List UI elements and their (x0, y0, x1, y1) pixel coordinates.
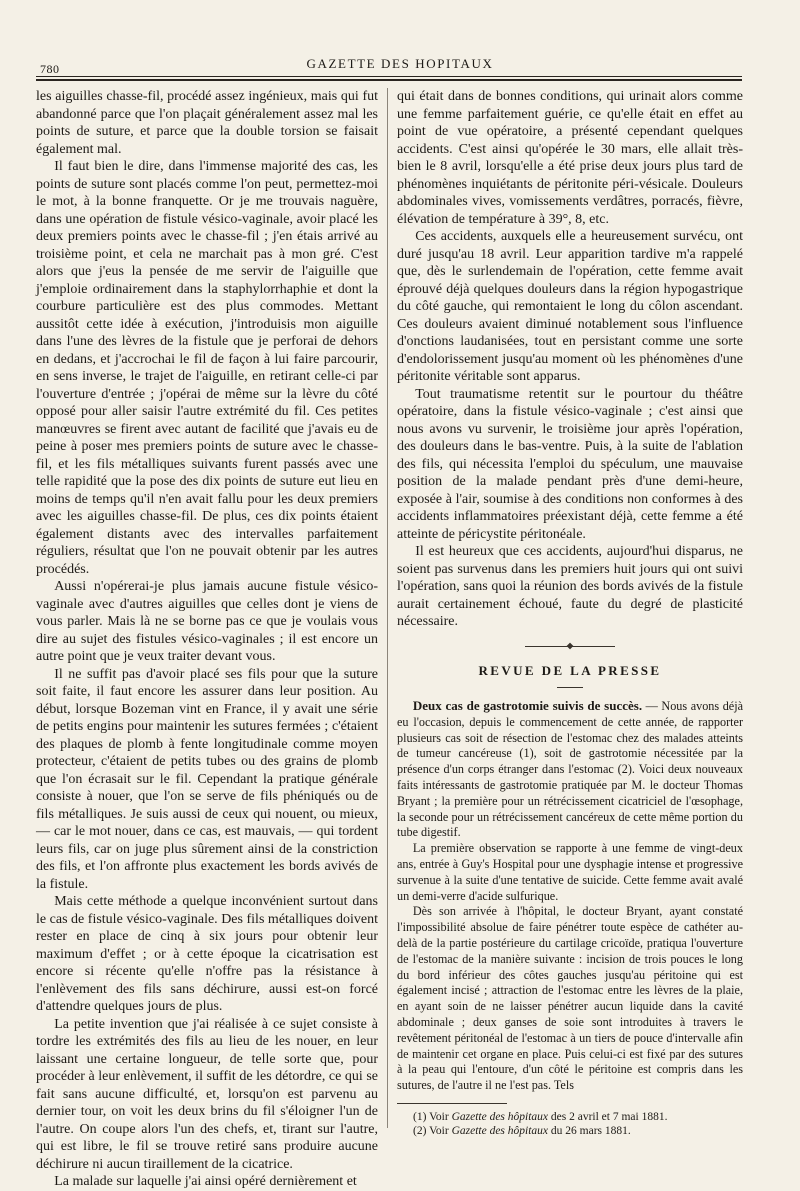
paragraph: Tout traumatisme retentit sur le pourtour du théâtre opératoire, dans la fistule vésico-vaginale ; c'est ainsi que nous avons vu survenir, le troisième jour après l'opération, des douleurs dans le bas-ventre. Puis, à la suite de l'ablation des fils, qui nécessita l'emploi du spéculum, une mauvaise position de la malade pendant près d'une demi-heure, exposée à l'air, soumise à des conditions non conformes à des accidents inflammatoires préexistant déjà, cette femme a été atteinte de péricystite péritonéale. (397, 386, 743, 542)
left-column (36, 88, 378, 1191)
paragraph: Ces accidents, auxquels elle a heureusement survécu, ont duré jusqu'au 18 avril. Leur apparition tardive m'a rappelé que, dès le surlendemain de l'opération, cette femme avait éprouvé déjà quelques douleurs dans la région hypogastrique du côté gauche, qui remontaient le long du côlon ascendant. Ces douleurs avaient diminué notablement sous l'influence d'onctions laudanisées, tout en persistant comme une sorte d'endolorissement jusqu'au moment où les phénomènes d'une péritonite véritable sont apparus. (397, 229, 743, 384)
footnote: (1) Voir Gazette des hôpitaux des 2 avril et 7 mai 1881. (413, 1110, 668, 1123)
paragraph: Il est heureux que ces accidents, aujourd'hui disparus, ne soient pas survenus dans les premiers huit jours qui ont suivi l'opération, sans quoi la réunion des bords avivés de la fistule aurait certainement échoué, faute du degré de plasticité nécessaire. (397, 544, 743, 629)
paragraph: Dès son arrivée à l'hôpital, le docteur Bryant, ayant constaté l'impossibilité absolue de faire pénétrer toute espèce de cathéter au-delà de la partie postérieure du cartilage cricoïde, pratiqua l'ouverture de l'estomac de la manière suivante : incision de trois pouces le long du bord inférieur des côtes gauches jusqu'au péritoine qui est également incisé ; attraction de l'estomac entre les lèvres de la plaie, en ayant soin de ne laisser pénétrer aucun liquide dans la cavité abdominale ; deux ganses de soie sont introduites à travers le revêtement péritonéal de l'estomac à un tiers de pouce d'intervalle afin de maintenir cet organe en place. Puis celui-ci est fixé par des sutures à la peau qui l'entoure, d'un côté le péritoine est compris dans les sutures, de l'autre il ne l'est pas. Tels (397, 904, 743, 1093)
footnotes (397, 1110, 743, 1139)
running-title: GAZETTE DES HOPITAUX (306, 56, 494, 71)
section-title: REVUE DE LA PRESSE (478, 662, 662, 678)
article-intro: — Nous avons déjà eu l'occasion, depuis le commencement de cette année, de rapporter plusieurs cas soit de résection de l'estomac chez des malades atteints de tumeur cancéreuse (1), soit de gastrotomie nécessitée par la présence d'un corps étranger dans l'estomac (2). Voici deux nouveaux faits intéressants de gastrotomie pratiquée par M. le docteur Thomas Bryant ; la première pour un rétrécissement cicatriciel de l'œsophage, la seconde pour un rétrécissement cancéreux de cette même portion du tube digestif. (397, 699, 743, 840)
article-title: Deux cas de gastrotomie suivis de succès. (412, 698, 643, 713)
right-column (397, 88, 743, 1139)
paragraph: Mais cette méthode a quelque inconvénient surtout dans le cas de fistule vésico-vaginale. Des fils métalliques doivent rester en place de cinq à six jours pour obtenir leur maximum d'effet ; or à cette époque la cicatrisation est encore si récente qu'elle n'offre pas la résistance à l'enlèvement des fils sans déchirure, aussi est-on forcé d'attendre quelques jours de plus. (36, 894, 378, 1014)
paragraph: La petite invention que j'ai réalisée à ce sujet consiste à tordre les extrémités des fils au lieu de les nouer, en leur laissant une certaine longueur, de telle sorte que, pour procéder à leur enlèvement, il suffit de les détordre, ce qui se fait sans aucune difficulté, et, lorsqu'on est parvenu au dernier tour, on voit les deux brins du fil s'éloigner l'un de l'autre. On coupe alors l'un des chefs, et, tirant sur l'autre, qui est libre, le fil se trouve retiré sans produire aucune déchirure ni aucun tiraillement de la cicatrice. (36, 1016, 378, 1172)
paragraph: les aiguilles chasse-fil, procédé assez ingénieux, mais qui fut abandonné parce que l'on plaçait généralement assez mal les points de suture, et parce que la double torsion se faisait également mal. (36, 89, 378, 157)
page-number: 780 (40, 62, 60, 76)
paragraph: La malade sur laquelle j'ai ainsi opéré dernièrement et (54, 1174, 357, 1189)
footnote: (2) Voir Gazette des hôpitaux du 26 mars 1881. (413, 1125, 631, 1138)
press-article (397, 698, 743, 1094)
paragraph: Il faut bien le dire, dans l'immense majorité des cas, les points de suture sont placés comme l'on peut, permettez-moi le mot, à la bonne franquette. Or je me trouvais naguère, dans une opération de fistule vésico-vaginale, avoir placé les deux premiers points avec le chasse-fil ; j'en étais arrivé au troisième point, et cela ne marchait pas à mon gré. C'est alors que j'eus la pensée de me servir de l'aiguille que j'emploie ordinairement dans la staphylorrhaphie et dont la courbure particulière est des plus commodes. Mettant aussitôt cette idée à exécution, j'introduisis mon aiguille dans l'une des lèvres de la fistule que je perforai de dehors en dedans, et j'accrochai le fil de façon à lui faire parcourir, en sens inverse, le trajet de l'aiguille, en retirant celle-ci par l'ouverture d'entrée ; j'opérai de même sur la lèvre du côté opposé pour aller saisir l'autre extrémité du fil. Ces petites manœuvres se firent avec autant de facilité que j'avais eu de peine à poser mes premiers points de suture avec le chasse-fil, et les fils métalliques suivants furent passés avec une telle rapidité que la pose des dix points de suture eut lieu en moins de temps qu'il n'en avait fallu pour les deux premiers avec les aiguilles chasse-fil. De plus, ces dix points étaient également distants avec des intervalles parfaitement réguliers, résultat que l'on ne pouvait obtenir par les autres procédés. (36, 159, 378, 577)
footnote-rule (397, 1103, 507, 1104)
section-rule (557, 687, 583, 688)
paragraph: qui était dans de bonnes conditions, qui urinait alors comme une femme parfaitement guérie, ce qu'elle était en effet au point de vue opératoire, a présenté cependant quelques accidents. C'est ainsi qu'opérée le 30 mars, elle allait très-bien le 8 avril, lorsqu'elle a été prise deux jours plus tard de phénomènes inquiétants de péritonite péri-vésicale. Douleurs abdominales vives, vomissements verdâtres, porracés, fièvre, élévation de température à 39°, 8, etc. (397, 89, 743, 227)
header-rule (36, 76, 742, 81)
article-lead (397, 698, 743, 841)
column-divider (387, 88, 388, 1128)
paragraph: La première observation se rapporte à une femme de vingt-deux ans, entrée à Guy's Hospital pour une dysphagie intense et progressive survenue à la suite d'une tentative de suicide. Cette femme avait avalé un demi-verre d'acide sulfurique. (397, 841, 743, 903)
paragraph: Aussi n'opérerai-je plus jamais aucune fistule vésico-vaginale avec d'autres aiguilles que celles dont je viens de vous parler. Mais là ne se borne pas ce que je voulais vous dire au sujet des fistules vésico-vaginales ; il est encore un autre point que je veux traiter devant vous. (36, 579, 378, 664)
paragraph: Il ne suffit pas d'avoir placé ses fils pour que la suture soit faite, il faut encore les assurer dans leur position. Au début, lorsque Bozeman vint en France, il y avait une série de petits engins pour maintenir les sutures fermées ; c'étaient des plaques de plomb à fente longitudinale comme moyen protecteur, c'étaient de petits tubes ou des grains de plomb que l'on écrasait sur le fil. Cependant la pratique générale consiste à nouer, que l'on se serve de fils phéniqués ou de fils métalliques. Je suis aussi de ceux qui nouent, ou mieux, — car le mot nouer, dans ce cas, est mauvais, — qui tordent leurs fils, car on juge plus sûrement ainsi de la constriction des fils, et l'on affronte plus exactement les bords avivés de la fistule. (36, 666, 378, 892)
ornament-separator (525, 642, 615, 650)
